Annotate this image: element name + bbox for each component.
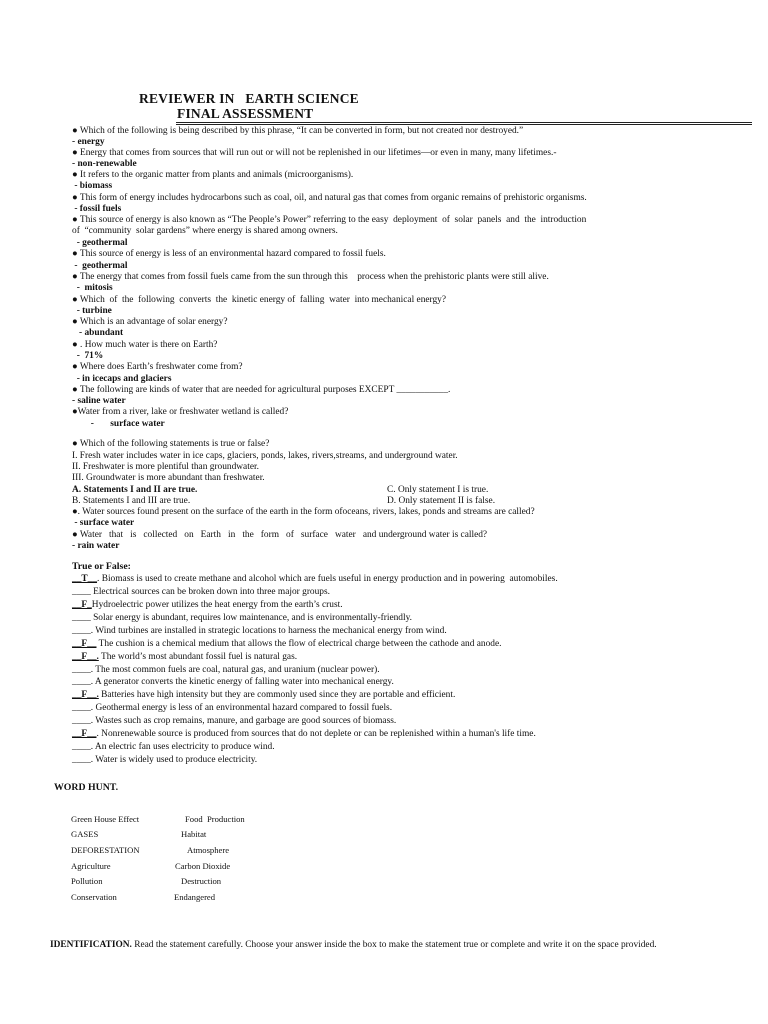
word-hunt-word: Endangered: [174, 892, 216, 902]
tf-answer: ____: [72, 703, 91, 713]
tf-item: [72, 755, 257, 766]
tf-item: [72, 600, 343, 611]
tf-statement: Hydroelectric power utilizes the heat energy from the earth’s crust.: [91, 600, 343, 610]
question-line: ● Where does Earth’s freshwater come from?: [72, 362, 243, 372]
answer-line: - geothermal: [72, 261, 128, 271]
answer-line: - surface water: [72, 518, 135, 528]
tf-item: [72, 626, 447, 637]
tf-answer: __T__: [72, 574, 98, 584]
choice-c: C. Only statement I is true.: [387, 485, 489, 495]
tf-answer: __F__.: [72, 652, 99, 662]
tf-answer: __F__: [72, 639, 97, 649]
tf-item: [72, 716, 396, 727]
answer-line: - saline water: [72, 396, 126, 406]
tf-statement: . Geothermal energy is less of an environmental hazard compared to fossil fuels.: [90, 703, 393, 713]
document-title: REVIEWER IN EARTH SCIENCE: [139, 91, 359, 106]
word-hunt-word: Atmosphere: [187, 845, 230, 855]
question-line: ● This source of energy is also known as “The People’s Power” referring to the easy deployment of solar panels and the introduction: [72, 215, 587, 225]
question-line: ● This form of energy includes hydrocarbons such as coal, oil, and natural gas that comes from organic remains of prehistoric organisms.: [72, 193, 587, 203]
tf-item: [72, 665, 380, 676]
identification-heading: IDENTIFICATION.: [50, 940, 132, 950]
tf-answer: __F__: [72, 729, 97, 739]
question-line: ● The following are kinds of water that are needed for agricultural purposes EXCEPT ___________.: [72, 385, 451, 395]
tf-answer: ____: [72, 613, 91, 623]
choice-d: D. Only statement II is false.: [387, 496, 496, 506]
statement-line: II. Freshwater is more plentiful than groundwater.: [72, 462, 259, 472]
tf-statement: . Nonrenewable source is produced from sources that do not deplete or can be replenished within a human's life time.: [96, 729, 536, 739]
word-hunt-word: Habitat: [181, 829, 207, 839]
identification-instructions: [50, 939, 720, 951]
answer-line: - biomass: [72, 181, 113, 191]
answer-line: - energy: [72, 137, 105, 147]
word-hunt-word: Carbon Dioxide: [175, 861, 231, 871]
tf-statement: . The most common fuels are coal, natural gas, and uranium (nuclear power).: [90, 665, 380, 675]
tf-item: [72, 729, 536, 740]
statement-line: I. Fresh water includes water in ice caps, glaciers, ponds, lakes, rivers,streams, and underground water.: [72, 451, 458, 461]
answer-line: - non-renewable: [72, 159, 137, 169]
question-line: ● Energy that comes from sources that will run out or will not be replenished in our lifetimes—or even in many, many lifetimes.-: [72, 148, 557, 158]
word-hunt-heading: WORD HUNT.: [54, 782, 119, 793]
tf-statement: . Wind turbines are installed in strategic locations to harness the mechanical energy from wind.: [90, 626, 447, 636]
tf-item: [72, 574, 558, 585]
answer-line: - 71%: [72, 351, 104, 361]
answer-line: - mitosis: [72, 283, 113, 293]
tf-statement: Solar energy is abundant, requires low maintenance, and is environmentally-friendly.: [90, 613, 413, 623]
answer-line: - fossil fuels: [72, 204, 122, 214]
tf-statement: . A generator converts the kinetic energy of falling water into mechanical energy.: [90, 677, 394, 687]
tf-statement: . An electric fan uses electricity to produce wind.: [90, 742, 275, 752]
word-hunt-word: Conservation: [71, 892, 117, 902]
tf-answer: ____: [72, 626, 91, 636]
question-line: ● It refers to the organic matter from plants and animals (microorganisms).: [72, 170, 354, 180]
choice-b: B. Statements I and III are true.: [72, 496, 191, 506]
tf-item: [72, 587, 330, 598]
word-hunt-word: Green House Effect: [71, 814, 140, 824]
answer-line: - surface water: [72, 419, 165, 429]
question-line: ● Water that is collected on Earth in the form of surface water and underground water is called?: [72, 530, 488, 540]
tf-statement: The cushion is a chemical medium that allows the flow of electrical charge between the cathode and anode.: [96, 639, 502, 649]
tf-statement: Batteries have high intensity but they are commonly used since they are portable and efficient.: [98, 690, 456, 700]
answer-line: - geothermal: [72, 238, 128, 248]
tf-statement: . Water is widely used to produce electricity.: [90, 755, 258, 765]
answer-line: - abundant: [72, 328, 124, 338]
word-hunt-word: Destruction: [181, 876, 222, 886]
tf-item: [72, 690, 455, 701]
tf-item: [72, 639, 501, 650]
tf-answer: ____: [72, 716, 91, 726]
tf-item: [72, 652, 297, 663]
question-line: ● This source of energy is less of an environmental hazard compared to fossil fuels.: [72, 249, 386, 259]
tf-answer: __F_: [72, 600, 92, 610]
tf-answer: ____: [72, 665, 91, 675]
question-line: ●. Water sources found present on the surface of the earth in the form ofoceans, rivers, lakes, ponds and streams are called?: [72, 507, 535, 517]
tf-answer: ____: [72, 677, 91, 687]
answer-line: - in icecaps and glaciers: [72, 374, 172, 384]
question-line: ● Which of the following statements is true or false?: [72, 439, 270, 449]
word-hunt-word: DEFORESTATION: [71, 845, 140, 855]
question-line: ● Which is an advantage of solar energy?: [72, 317, 228, 327]
tf-item: [72, 677, 394, 688]
question-line: ● Which of the following is being described by this phrase, “It can be converted in form, but not created nor destroyed.”: [72, 126, 524, 136]
word-hunt-word: Pollution: [71, 876, 103, 886]
answer-line: - turbine: [72, 306, 112, 316]
tf-item: [72, 613, 412, 624]
question-line: of “community solar gardens” where energy is shared among owners.: [72, 226, 338, 236]
tf-answer: ____: [72, 587, 91, 597]
tf-answer: ____: [72, 755, 91, 765]
statement-line: III. Groundwater is more abundant than freshwater.: [72, 473, 265, 483]
tf-statement: . Wastes such as crop remains, manure, and garbage are good sources of biomass.: [90, 716, 397, 726]
question-line: ●Water from a river, lake or freshwater wetland is called?: [72, 407, 289, 417]
tf-answer: ____: [72, 742, 91, 752]
word-hunt-word: Food Production: [185, 814, 245, 824]
tf-statement: Electrical sources can be broken down into three major groups.: [90, 587, 330, 597]
tf-statement: The world’s most abundant fossil fuel is natural gas.: [98, 652, 298, 662]
true-false-heading: True or False:: [72, 561, 131, 572]
word-hunt-word: GASES: [71, 829, 99, 839]
question-line: ● Which of the following converts the kinetic energy of falling water into mechanical energy?: [72, 295, 447, 305]
answer-line: - rain water: [72, 541, 120, 551]
tf-item: [72, 703, 392, 714]
document-subtitle: FINAL ASSESSMENT: [177, 106, 314, 121]
title-rule: [176, 122, 752, 125]
tf-answer: __F__.: [72, 690, 99, 700]
question-line: ● . How much water is there on Earth?: [72, 340, 218, 350]
question-line: ● The energy that comes from fossil fuels came from the sun through this process when the prehistoric plants were still alive.: [72, 272, 549, 282]
word-hunt-word: Agriculture: [71, 861, 111, 871]
tf-item: [72, 742, 275, 753]
identification-text: Read the statement carefully. Choose your answer inside the box to make the statement true or complete and write it on the space provided.: [131, 940, 657, 950]
tf-statement: . Biomass is used to create methane and alcohol which are fuels useful in energy production and in powering automobiles.: [97, 574, 558, 584]
choice-a: A. Statements I and II are true.: [72, 485, 198, 495]
